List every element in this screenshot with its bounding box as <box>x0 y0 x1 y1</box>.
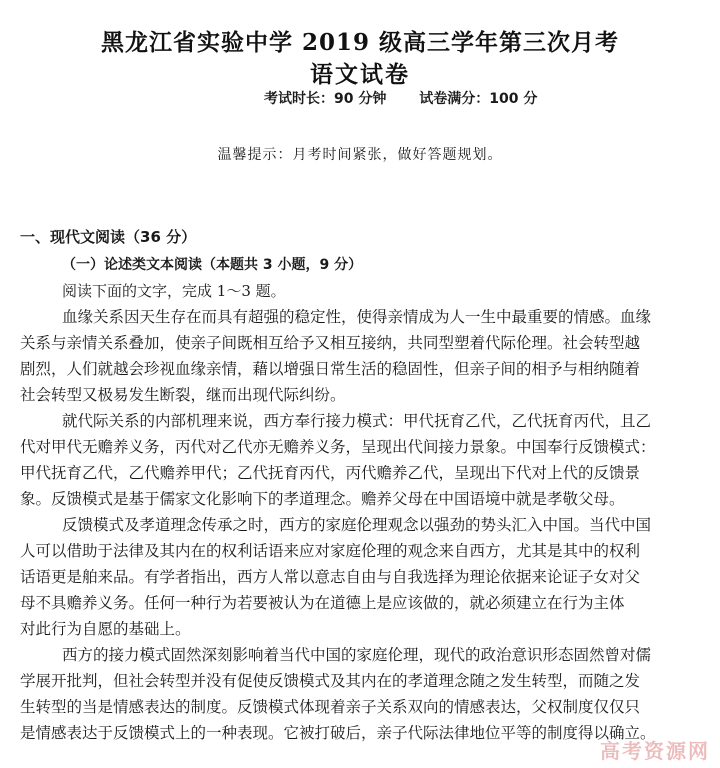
exam-subtitle: 语文试卷 <box>310 61 410 88</box>
passage-line: 血缘关系因天生存在而具有超强的稳定性，使得亲情成为人一生中最重要的情感。血缘 <box>62 308 652 326</box>
paragraph <box>20 304 700 408</box>
exam-info <box>264 88 565 108</box>
exam-duration: 考试时长：90 分钟 <box>264 91 387 107</box>
paragraph <box>20 512 700 642</box>
passage-line: 母不具赡养义务。任何一种行为若要被认为在道德上是应该做的，就必须建立在行为主体 <box>20 594 625 612</box>
passage-line: 甲代抚育乙代，乙代赡养甲代；乙代抚育丙代，丙代赡养乙代，呈现出下代对上代的反馈景 <box>20 464 641 482</box>
passage-line: 反馈模式及孝道理念传承之时，西方的家庭伦理观念以强劲的势头汇入中国。当代中国 <box>62 516 652 534</box>
watermark-logo: 高考资源网 <box>600 739 710 763</box>
passage-line: 人可以借助于法律及其内在的权利话语来应对家庭伦理的观念来自西方，尤其是其中的权利 <box>20 542 641 560</box>
passage-line: 学展开批判，但社会转型并没有促使反馈模式及其内在的孝道理念随之发生转型，而随之发 <box>20 672 641 690</box>
passage-line: 是情感表达于反馈模式上的一种表现。它被打破后，亲子代际法律地位平等的制度得以确立。 <box>20 724 656 742</box>
passage-line: 关系与亲情关系叠加，使亲子间既相互给予又相互接纳，共同型塑着代际伦理。社会转型越 <box>20 334 641 352</box>
subsection-heading: （一）论述类文本阅读（本题共 3 小题，9 分） <box>62 257 363 273</box>
reading-passage <box>20 304 700 746</box>
reading-instruction: 阅读下面的文字，完成 1～3 题。 <box>62 282 286 300</box>
passage-line: 象。反馈模式是基于儒家文化影响下的孝道理念。赡养父母在中国语境中就是孝敬父母。 <box>20 490 625 508</box>
paragraph <box>20 642 700 746</box>
passage-line: 西方的接力模式固然深刻影响着当代中国的家庭伦理，现代的政治意识形态固然曾对儒 <box>62 646 652 664</box>
exam-title: 黑龙江省实验中学 2019 级高三学年第三次月考 <box>100 29 620 56</box>
paragraph <box>20 408 700 512</box>
section-heading: 一、现代文阅读（36 分） <box>20 228 197 246</box>
passage-line: 剧烈，人们就越会珍视血缘亲情，藉以增强日常生活的稳固性，但亲子间的相予与相纳随着 <box>20 360 641 378</box>
passage-line: 话语更是舶来品。有学者指出，西方人常以意志自由与自我选择为理论依据来论证子女对父 <box>20 568 641 586</box>
passage-line: 生转型的当是情感表达的制度。反馈模式体现着亲子关系双向的情感表达，父权制度仅仅只 <box>20 698 641 716</box>
passage-line: 代对甲代无赡养义务，丙代对乙代亦无赡养义务，呈现出代间接力景象。中国奉行反馈模式： <box>20 438 656 456</box>
warm-tip: 温馨提示：月考时间紧张，做好答题规划。 <box>217 147 503 163</box>
passage-line: 就代际关系的内部机理来说，西方奉行接力模式：甲代抚育乙代，乙代抚育丙代，且乙 <box>62 412 652 430</box>
exam-full-score: 试卷满分：100 分 <box>419 91 538 107</box>
passage-line: 社会转型又极易发生断裂，继而出现代际纠纷。 <box>20 386 346 404</box>
passage-line: 对此行为自愿的基础上。 <box>20 620 191 638</box>
